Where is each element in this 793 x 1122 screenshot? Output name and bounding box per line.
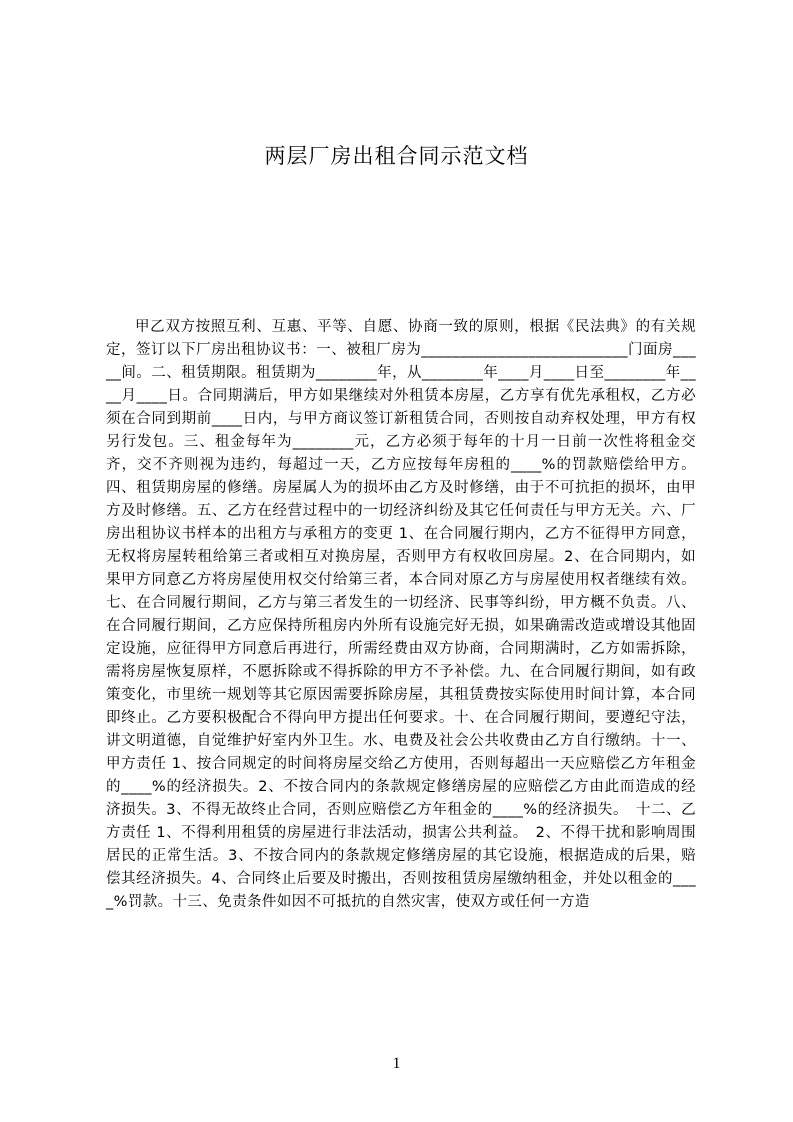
contract-body-paragraph: 甲乙双方按照互利、互惠、平等、自愿、协商一致的原则，根据《民法典》的有关规定，签订以下厂房出租协议书：一、被租厂房为___________________________门面房_____间。二、租赁期限。租赁期为________年，从________年____月____日至________年____月____日。合同期满后，甲方如果继续对外租赁本房屋，乙方享有优先承租权，乙方必须在合同到期前____日内，与甲方商议签订新租赁合同，否则按自动弃权处理，甲方有权另行发包。三、租金每年为________元，乙方必须于每年的十月一日前一次性将租金交齐，交不齐则视为违约，每超过一天，乙方应按每年房租的____%的罚款赔偿给甲方。四、租赁期房屋的修缮。房屋属人为的损坏由乙方及时修缮，由于不可抗拒的损坏，由甲方及时修缮。五、乙方在经营过程中的一切经济纠纷及其它任何责任与甲方无关。六、厂房出租协议书样本的出租方与承租方的变更 1、在合同履行期内，乙方不征得甲方同意，无权将房屋转租给第三者或相互对换房屋，否则甲方有权收回房屋。2、在合同期内，如果甲方同意乙方将房屋使用权交付给第三者，本合同对原乙方与房屋使用权者继续有效。七、在合同履行期间，乙方与第三者发生的一切经济、民事等纠纷，甲方概不负责。八、在合同履行期间，乙方应保持所租房内外所有设施完好无损，如果确需改造或增设其他固定设施，应征得甲方同意后再进行，所需经费由双方协商，合同期满时，乙方如需拆除，需将房屋恢复原样，不愿拆除或不得拆除的甲方不予补偿。九、在合同履行期间，如有政策变化，市里统一规划等其它原因需要拆除房屋，其租赁费按实际使用时间计算，本合同即终止。乙方要积极配合不得向甲方提出任何要求。十、在合同履行期间，要遵纪守法，讲文明道德，自觉维护好室内外卫生。水、电费及社会公共收费由乙方自行缴纳。十一、甲方责任 1、按合同规定的时间将房屋交给乙方使用，否则每超出一天应赔偿乙方年租金的____%的经济损失。2、不按合同内的条款规定修缮房屋的应赔偿乙方由此而造成的经济损失。3、不得无故终止合同，否则应赔偿乙方年租金的____%的经济损失。 十二、乙方责任 1、不得利用租赁的房屋进行非法活动，损害公共利益。 2、不得干扰和影响周围居民的正常生活。3、不按合同内的条款规定修缮房屋的其它设施，根据造成的后果，赔偿其经济损失。4、合同终止后要及时搬出，否则按租赁房屋缴纳租金，并处以租金的____%罚款。十三、免责条件如因不可抵抗的自然灾害，使双方或任何一方造 xyxy=(106,319,696,910)
page-number: 1 xyxy=(392,1055,401,1072)
document-title: 两层厂房出租合同示范文档 xyxy=(264,144,529,168)
